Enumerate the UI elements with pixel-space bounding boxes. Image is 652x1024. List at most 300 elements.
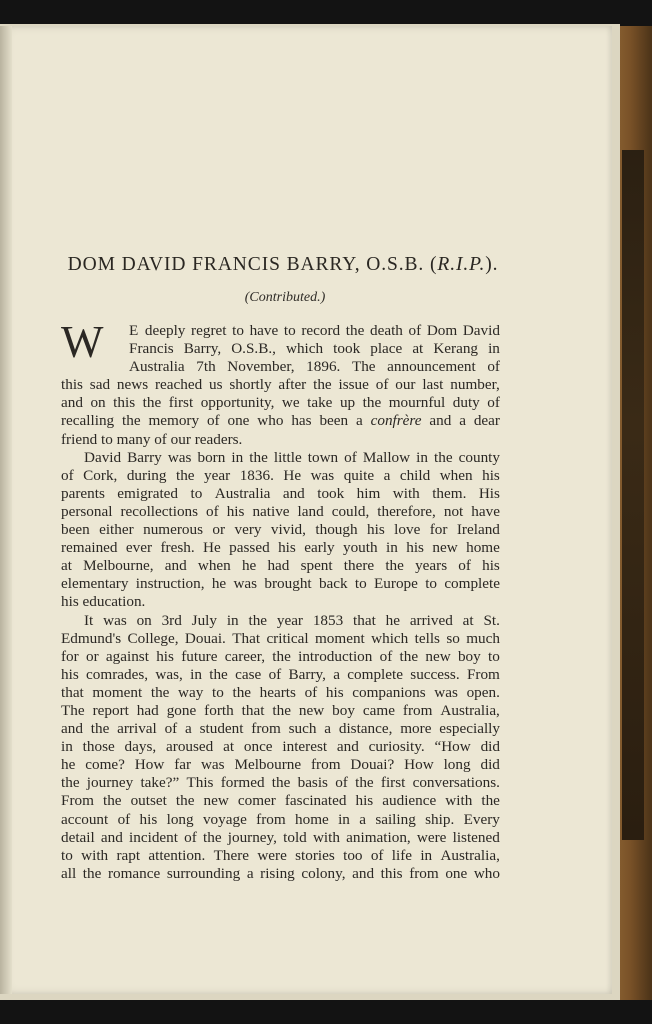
article-title xyxy=(58,254,508,276)
word: the xyxy=(82,864,102,882)
word: years xyxy=(415,557,448,575)
word: to xyxy=(232,322,244,339)
word: from xyxy=(402,701,433,719)
word: we xyxy=(281,394,300,412)
word: the xyxy=(355,774,374,792)
word: From xyxy=(61,792,94,810)
word: who xyxy=(473,864,500,882)
word: hearts xyxy=(259,683,296,701)
word: comer xyxy=(237,792,276,810)
word: curiosity. xyxy=(368,738,425,756)
word: of xyxy=(487,358,500,376)
word: fresh. xyxy=(160,539,195,557)
word: have xyxy=(471,502,500,520)
word: Barry, xyxy=(288,665,326,683)
title-close: ). xyxy=(485,254,499,275)
word: of xyxy=(206,412,220,430)
word: the xyxy=(209,665,228,683)
text-line xyxy=(61,847,500,865)
word: Douai? xyxy=(350,756,395,774)
text-line xyxy=(61,394,500,412)
word: his xyxy=(325,683,344,701)
word: shortly xyxy=(229,376,272,394)
word: Edmund's xyxy=(61,629,122,647)
contributed-note: (Contributed.) xyxy=(244,290,326,305)
word: of xyxy=(164,720,178,738)
word: duty xyxy=(452,394,480,412)
text-line xyxy=(61,811,500,829)
word: in xyxy=(226,611,239,629)
word: Europe xyxy=(374,575,418,593)
word: From xyxy=(466,665,500,683)
word: How xyxy=(404,756,434,774)
word: with xyxy=(312,828,340,846)
word: ever xyxy=(125,539,153,557)
word: “How xyxy=(434,738,471,756)
word: which xyxy=(285,340,324,358)
word: listened xyxy=(452,828,500,846)
word: journey, xyxy=(227,828,277,846)
word: success. xyxy=(410,665,460,683)
word: on xyxy=(136,611,152,629)
word: has xyxy=(291,412,312,430)
article-body xyxy=(61,317,500,883)
word: there xyxy=(343,557,375,575)
word: youth xyxy=(342,539,378,557)
word: death xyxy=(370,322,403,339)
word: a xyxy=(333,665,340,683)
word: long xyxy=(166,810,194,828)
word: born xyxy=(197,448,226,466)
word: How xyxy=(134,756,165,774)
word: the xyxy=(232,683,252,701)
word: did xyxy=(480,738,500,756)
word: life xyxy=(391,846,413,864)
word: Barry xyxy=(127,448,162,466)
word: this xyxy=(61,376,83,394)
word: and xyxy=(282,484,305,502)
word: in xyxy=(416,448,428,466)
word: in xyxy=(338,810,350,828)
text-line xyxy=(61,702,500,720)
text-line xyxy=(61,738,500,756)
word: one xyxy=(227,412,250,430)
word: in xyxy=(420,846,433,864)
word: the xyxy=(122,412,141,430)
word: rapt xyxy=(116,846,141,864)
word: boy xyxy=(332,701,355,719)
word: love xyxy=(394,521,421,539)
page-gutter xyxy=(0,26,12,994)
word: arrived xyxy=(409,611,453,629)
word: come? xyxy=(85,756,125,774)
word: issue xyxy=(338,376,369,394)
word: which xyxy=(371,629,409,647)
word: the xyxy=(313,376,332,394)
word: his xyxy=(482,466,500,484)
word: up xyxy=(339,394,356,412)
word: Douai. xyxy=(184,629,226,647)
word: to xyxy=(425,575,438,593)
word: the xyxy=(385,557,404,575)
word: to xyxy=(283,322,296,339)
word: Australia, xyxy=(440,846,500,864)
word: David xyxy=(84,448,122,466)
word: opportunity, xyxy=(200,394,275,412)
word: with xyxy=(81,846,109,864)
text-line xyxy=(61,449,500,467)
word: complete xyxy=(347,665,403,683)
word: number, xyxy=(450,376,500,394)
word: of xyxy=(375,376,389,394)
word: St. xyxy=(483,611,500,629)
text-line xyxy=(61,412,500,430)
word: student xyxy=(199,720,244,738)
word: long xyxy=(443,756,471,774)
word: were xyxy=(257,846,287,864)
word: or xyxy=(212,521,226,539)
word: for xyxy=(61,647,79,665)
word: had xyxy=(267,557,290,575)
word: Dom xyxy=(426,322,458,339)
word: Melbourne, xyxy=(83,557,154,575)
word: and xyxy=(336,738,359,756)
word: recalling xyxy=(61,412,115,430)
word: back xyxy=(318,575,348,593)
title-rip: R.I.P. xyxy=(437,254,486,275)
word: was xyxy=(103,611,127,629)
word: detail xyxy=(61,828,95,846)
word: It xyxy=(84,611,94,629)
word: and xyxy=(100,828,123,846)
word: stories xyxy=(295,846,335,864)
word: November, xyxy=(227,358,295,376)
word: at xyxy=(61,557,72,575)
word: the xyxy=(61,774,80,792)
text-line xyxy=(61,612,500,630)
word: rising xyxy=(260,864,295,882)
word: 7th xyxy=(196,358,216,376)
word: romance xyxy=(107,864,161,882)
word: once xyxy=(243,738,273,756)
word: first xyxy=(380,774,406,792)
word: more xyxy=(400,720,432,738)
word: forth xyxy=(204,701,234,719)
word: the xyxy=(481,792,500,810)
word: the xyxy=(203,828,222,846)
word: in xyxy=(231,448,244,466)
word: to xyxy=(354,575,367,593)
word: of xyxy=(458,557,471,575)
word: those xyxy=(82,738,115,756)
word: interest xyxy=(282,738,328,756)
word: he xyxy=(241,557,257,575)
word: The xyxy=(351,358,376,376)
text-line xyxy=(61,829,500,847)
word: last xyxy=(422,376,444,394)
word: attention. xyxy=(148,846,206,864)
word: against xyxy=(105,647,149,665)
word: vivid, xyxy=(270,521,306,539)
text-line xyxy=(61,467,500,485)
word: native xyxy=(252,502,290,520)
word: first xyxy=(168,394,194,412)
word: regret xyxy=(191,322,227,339)
word: report xyxy=(92,701,129,719)
word: after xyxy=(278,376,307,394)
word: of xyxy=(408,322,422,339)
text-line xyxy=(61,648,500,666)
word: took xyxy=(333,340,361,358)
word: Kerang xyxy=(433,340,479,358)
word: told xyxy=(283,828,307,846)
word: brought xyxy=(264,575,312,593)
word: Ireland xyxy=(456,521,500,539)
word: not xyxy=(443,502,464,520)
text-line xyxy=(61,358,500,376)
word: his xyxy=(406,539,424,557)
word: recollections xyxy=(120,502,199,520)
word: record xyxy=(301,322,341,339)
word: of xyxy=(184,828,197,846)
word: moment xyxy=(92,683,143,701)
word: future xyxy=(181,647,218,665)
word: Australia, xyxy=(440,701,500,719)
word: and xyxy=(164,557,187,575)
word: had xyxy=(136,701,159,719)
word: 1896. xyxy=(306,358,341,376)
word: O.S.B., xyxy=(231,340,276,358)
word: basis xyxy=(297,774,328,792)
word: the xyxy=(249,448,268,466)
word: the xyxy=(399,647,419,665)
word: emigrated xyxy=(117,484,179,502)
word: incident xyxy=(129,828,178,846)
word: though xyxy=(315,521,358,539)
word: Melbourne xyxy=(234,756,302,774)
word: Cork, xyxy=(83,466,118,484)
word: 1853 xyxy=(312,611,344,629)
word: outset xyxy=(130,792,167,810)
word: companions xyxy=(352,683,426,701)
word: in xyxy=(61,738,73,756)
word: them. xyxy=(432,484,467,502)
text-line xyxy=(61,503,500,521)
word: that xyxy=(353,611,376,629)
title-text: DOM DAVID FRANCIS BARRY, O.S.B. ( xyxy=(67,254,438,275)
word: his xyxy=(226,502,245,520)
word: of xyxy=(379,647,393,665)
word: a xyxy=(383,466,391,484)
word: tells xyxy=(414,629,440,647)
word: numerous xyxy=(143,521,203,539)
word: child xyxy=(399,466,431,484)
text-line xyxy=(61,720,500,738)
word: new xyxy=(432,539,458,557)
word: from xyxy=(256,810,286,828)
text-line xyxy=(61,485,500,503)
word: been xyxy=(319,412,349,430)
word: who xyxy=(257,412,284,430)
word: his xyxy=(61,665,79,683)
word: too xyxy=(343,846,363,864)
word: of xyxy=(370,846,384,864)
word: and xyxy=(61,720,83,738)
word: his xyxy=(278,539,296,557)
word: dear xyxy=(473,412,500,430)
word: or xyxy=(85,647,99,665)
word: from xyxy=(310,756,341,774)
word: very xyxy=(234,521,262,539)
word: the xyxy=(362,394,382,412)
word: This xyxy=(186,774,214,792)
word: the xyxy=(102,792,122,810)
word: in xyxy=(386,539,398,557)
word: He xyxy=(203,539,221,557)
word: complete xyxy=(444,575,500,593)
word: remained xyxy=(61,539,118,557)
word: Every xyxy=(463,810,500,828)
word: for xyxy=(429,521,448,539)
word: to xyxy=(190,484,203,502)
word: colony, xyxy=(301,864,346,882)
word: that xyxy=(61,683,84,701)
word: That xyxy=(232,629,261,647)
text-line xyxy=(61,322,500,340)
word: on xyxy=(90,394,106,412)
word: aroused xyxy=(166,738,214,756)
word: introduction xyxy=(298,647,373,665)
text-line xyxy=(61,575,500,593)
word: animation, xyxy=(346,828,411,846)
text-line xyxy=(61,792,500,810)
word: Mallow xyxy=(362,448,411,466)
text-line xyxy=(61,431,500,449)
word: have xyxy=(249,322,279,339)
word: a xyxy=(356,412,363,430)
word: from xyxy=(251,720,281,738)
word: of xyxy=(487,394,500,412)
word: fascinated xyxy=(284,792,347,810)
word: county xyxy=(458,448,500,466)
word: and xyxy=(61,394,83,412)
word: home xyxy=(466,539,500,557)
word: of xyxy=(304,683,318,701)
text-line xyxy=(61,756,500,774)
word: one xyxy=(445,864,468,882)
word: new xyxy=(203,792,229,810)
word: the xyxy=(272,701,291,719)
word: sailing xyxy=(375,810,416,828)
word: his xyxy=(482,557,500,575)
word: a xyxy=(246,864,254,882)
word: voyage xyxy=(202,810,247,828)
word: with xyxy=(392,484,420,502)
word: was xyxy=(200,756,225,774)
word: in xyxy=(488,340,500,358)
word: comrades, xyxy=(86,665,149,683)
word: a xyxy=(185,720,192,738)
word: The xyxy=(61,701,85,719)
word: conversations. xyxy=(412,774,500,792)
word: take?” xyxy=(140,774,180,792)
word: memory xyxy=(148,412,200,430)
word: career, xyxy=(224,647,266,665)
word: therefore, xyxy=(377,502,436,520)
text-line xyxy=(61,521,500,539)
word: July xyxy=(191,611,217,629)
text-line xyxy=(61,684,500,702)
word: Barry, xyxy=(183,340,222,358)
text-line xyxy=(61,593,500,611)
word: to xyxy=(61,846,73,864)
word: a xyxy=(459,412,466,430)
word: confrère xyxy=(370,412,422,430)
word: audience xyxy=(382,792,437,810)
word: reached xyxy=(154,376,203,394)
word: quite xyxy=(343,466,375,484)
word: way xyxy=(178,683,204,701)
text-line xyxy=(61,340,500,358)
word: 1836. xyxy=(239,466,274,484)
word: the xyxy=(271,774,291,792)
drop-cap: W xyxy=(61,317,104,367)
word: the xyxy=(248,611,268,629)
word: was xyxy=(310,466,335,484)
book-cover-shadow xyxy=(622,150,644,840)
word: his xyxy=(156,647,174,665)
text-run: friend to many of our readers. xyxy=(61,430,243,448)
word: to xyxy=(212,683,224,701)
word: place xyxy=(370,340,403,358)
word: boy xyxy=(457,647,481,665)
text-line xyxy=(61,376,500,394)
word: at xyxy=(223,738,235,756)
word: especially xyxy=(439,720,500,738)
word: the xyxy=(90,720,110,738)
word: at xyxy=(462,611,474,629)
word: and xyxy=(429,412,452,430)
word: was, xyxy=(155,665,183,683)
word: parents xyxy=(61,484,105,502)
word: so xyxy=(446,629,460,647)
word: of xyxy=(206,502,219,520)
word: gone xyxy=(166,701,197,719)
word: were xyxy=(416,828,447,846)
word: little xyxy=(273,448,302,466)
word: of xyxy=(117,810,131,828)
word: our xyxy=(395,376,416,394)
word: the xyxy=(345,322,365,339)
word: He xyxy=(283,466,302,484)
word: personal xyxy=(61,502,113,520)
word: this xyxy=(113,394,136,412)
text-line xyxy=(61,865,500,883)
word: his xyxy=(139,810,158,828)
word: was xyxy=(167,448,192,466)
word: land xyxy=(297,502,324,520)
word: the xyxy=(272,647,291,665)
text-line xyxy=(61,630,500,648)
word: he xyxy=(211,575,227,593)
word: us xyxy=(209,376,223,394)
word: moment xyxy=(314,629,365,647)
word: Australia xyxy=(129,358,185,376)
word: College, xyxy=(127,629,179,647)
word: his xyxy=(355,792,374,810)
word: town xyxy=(307,448,339,466)
word: this xyxy=(380,864,403,882)
